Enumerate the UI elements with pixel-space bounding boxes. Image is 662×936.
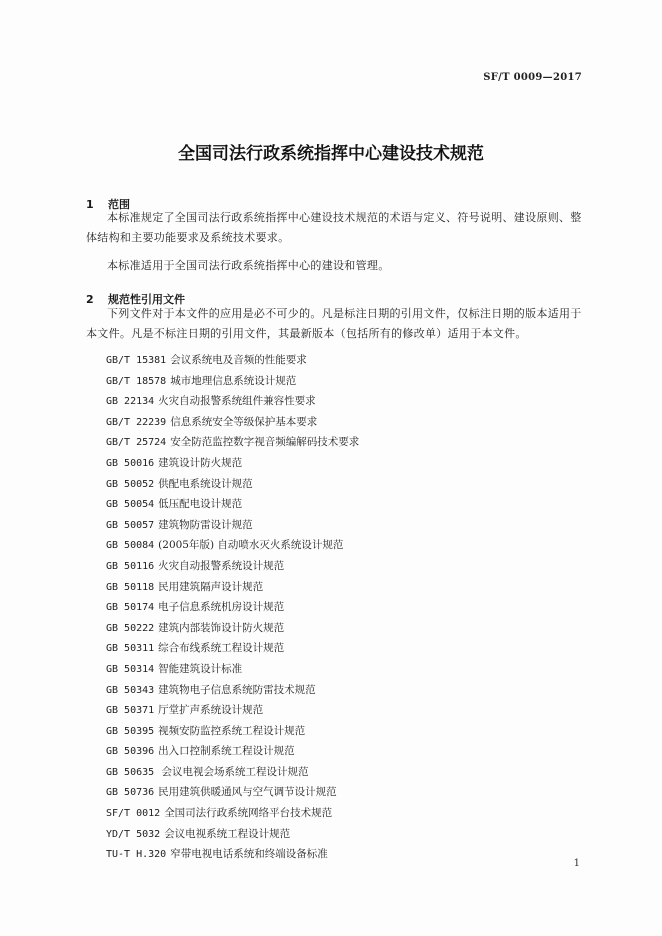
reference-title: 城市地理信息系统设计规范 — [170, 374, 297, 387]
reference-code: GB 50314 — [106, 663, 155, 675]
document-title: 全国司法行政系统指挥中心建设技术规范 — [178, 144, 484, 164]
reference-code: GB 50057 — [106, 519, 155, 531]
reference-code: GB 50054 — [106, 499, 155, 511]
reference-item — [106, 515, 359, 536]
reference-item — [106, 350, 359, 371]
reference-item — [106, 577, 359, 598]
document-code: SF/T 0009—2017 — [483, 72, 582, 83]
reference-title: 火灾自动报警系统设计规范 — [158, 559, 285, 572]
reference-item — [106, 432, 359, 453]
reference-title: 信息系统安全等级保护基本要求 — [170, 415, 318, 428]
reference-item — [106, 803, 359, 824]
reference-title: 民用建筑供暖通风与空气调节设计规范 — [158, 786, 337, 799]
reference-title: 会议电视系统工程设计规范 — [164, 827, 291, 840]
section-title: 规范性引用文件 — [108, 293, 185, 306]
reference-code: GB/T 15381 — [106, 355, 167, 366]
reference-code: GB 22134 — [106, 396, 155, 408]
reference-item — [106, 474, 359, 495]
reference-code: GB 50222 — [106, 622, 155, 634]
reference-item — [106, 391, 359, 412]
reference-item — [106, 494, 359, 515]
reference-code: GB 50174 — [106, 602, 155, 614]
reference-code: GB 50736 — [106, 787, 155, 799]
reference-code: GB 50052 — [106, 478, 155, 490]
reference-title: 会议系统电及音频的性能要求 — [170, 354, 307, 366]
section-title: 范围 — [108, 198, 130, 211]
reference-code: GB 50371 — [106, 705, 155, 717]
reference-code: YD/T 5032 — [106, 828, 161, 840]
reference-title: 建筑内部装饰设计防火规范 — [158, 621, 285, 634]
reference-item — [106, 638, 359, 659]
reference-code: GB 50343 — [106, 684, 155, 696]
page-number: 1 — [573, 858, 580, 869]
reference-title: 厅堂扩声系统设计规范 — [158, 704, 264, 717]
reference-item — [106, 556, 359, 577]
reference-title: 窄带电视电话系统和终端设备标准 — [170, 848, 328, 861]
reference-code: GB 50084 — [106, 540, 155, 552]
reference-title: 智能建筑设计标准 — [158, 662, 243, 675]
reference-title: 火灾自动报警系统组件兼容性要求 — [158, 395, 316, 408]
reference-title: 安全防范监控数字视音频编解码技术要求 — [170, 436, 360, 449]
reference-title: 建筑物防雷设计规范 — [158, 518, 253, 531]
reference-title: 建筑物电子信息系统防雷技术规范 — [158, 683, 316, 696]
reference-item — [106, 824, 359, 845]
reference-item — [106, 721, 359, 742]
reference-title: 视频安防监控系统工程设计规范 — [158, 724, 306, 737]
reference-item — [106, 412, 359, 433]
reference-code: GB/T 18578 — [106, 375, 167, 387]
reference-item — [106, 762, 359, 783]
reference-code: GB 50396 — [106, 746, 155, 758]
reference-item — [106, 782, 359, 803]
reference-item — [106, 680, 359, 701]
reference-title: 会议电视会场系统工程设计规范 — [158, 765, 309, 778]
section-1-paragraph-2: 本标准适用于全国司法行政系统指挥中心的建设和管理。 — [107, 259, 390, 272]
reference-title: 出入口控制系统工程设计规范 — [158, 745, 295, 758]
reference-item — [106, 453, 359, 474]
reference-item — [106, 371, 359, 392]
reference-item — [106, 844, 359, 865]
reference-list — [106, 350, 359, 865]
reference-code: GB 50311 — [106, 643, 155, 655]
section-2-paragraph-1: 下列文件对于本文件的应用是必不可少的。凡是标注日期的引用文件，仅标注日期的版本适用于本文件。凡是不标注日期的引用文件，其最新版本（包括所有的修改单）适用于本文件。 — [86, 307, 582, 340]
reference-code: GB 50016 — [106, 457, 155, 469]
reference-title: 供配电系统设计规范 — [158, 477, 253, 490]
reference-item — [106, 659, 359, 680]
reference-code: GB/T 25724 — [106, 437, 167, 449]
reference-item — [106, 597, 359, 618]
reference-code: GB/T 22239 — [106, 416, 167, 428]
reference-item — [106, 618, 359, 639]
reference-item — [106, 700, 359, 721]
section-number: 1 — [86, 198, 94, 211]
reference-title: 全国司法行政系统网络平台技术规范 — [164, 807, 333, 820]
reference-code: GB 50118 — [106, 581, 155, 593]
reference-title: 综合布线系统工程设计规范 — [158, 642, 285, 655]
reference-title: 民用建筑隔声设计规范 — [158, 580, 264, 593]
reference-title: 电子信息系统机房设计规范 — [158, 601, 285, 614]
reference-title: (2005年版) 自动喷水灭火系统设计规范 — [158, 539, 344, 552]
reference-code: GB 50395 — [106, 725, 155, 737]
section-number: 2 — [86, 293, 94, 306]
reference-code: GB 50116 — [106, 560, 155, 572]
section-1-paragraph-1: 本标准规定了全国司法行政系统指挥中心建设技术规范的术语与定义、符号说明、建设原则、整体结构和主要功能要求及系统技术要求。 — [86, 211, 582, 244]
reference-title: 低压配电设计规范 — [158, 498, 243, 511]
reference-code: SF/T 0012 — [106, 808, 161, 820]
reference-code: GB 50635 — [106, 766, 155, 778]
reference-item — [106, 535, 359, 556]
reference-item — [106, 741, 359, 762]
reference-title: 建筑设计防火规范 — [158, 456, 243, 469]
reference-code: TU-T H.320 — [106, 849, 167, 861]
